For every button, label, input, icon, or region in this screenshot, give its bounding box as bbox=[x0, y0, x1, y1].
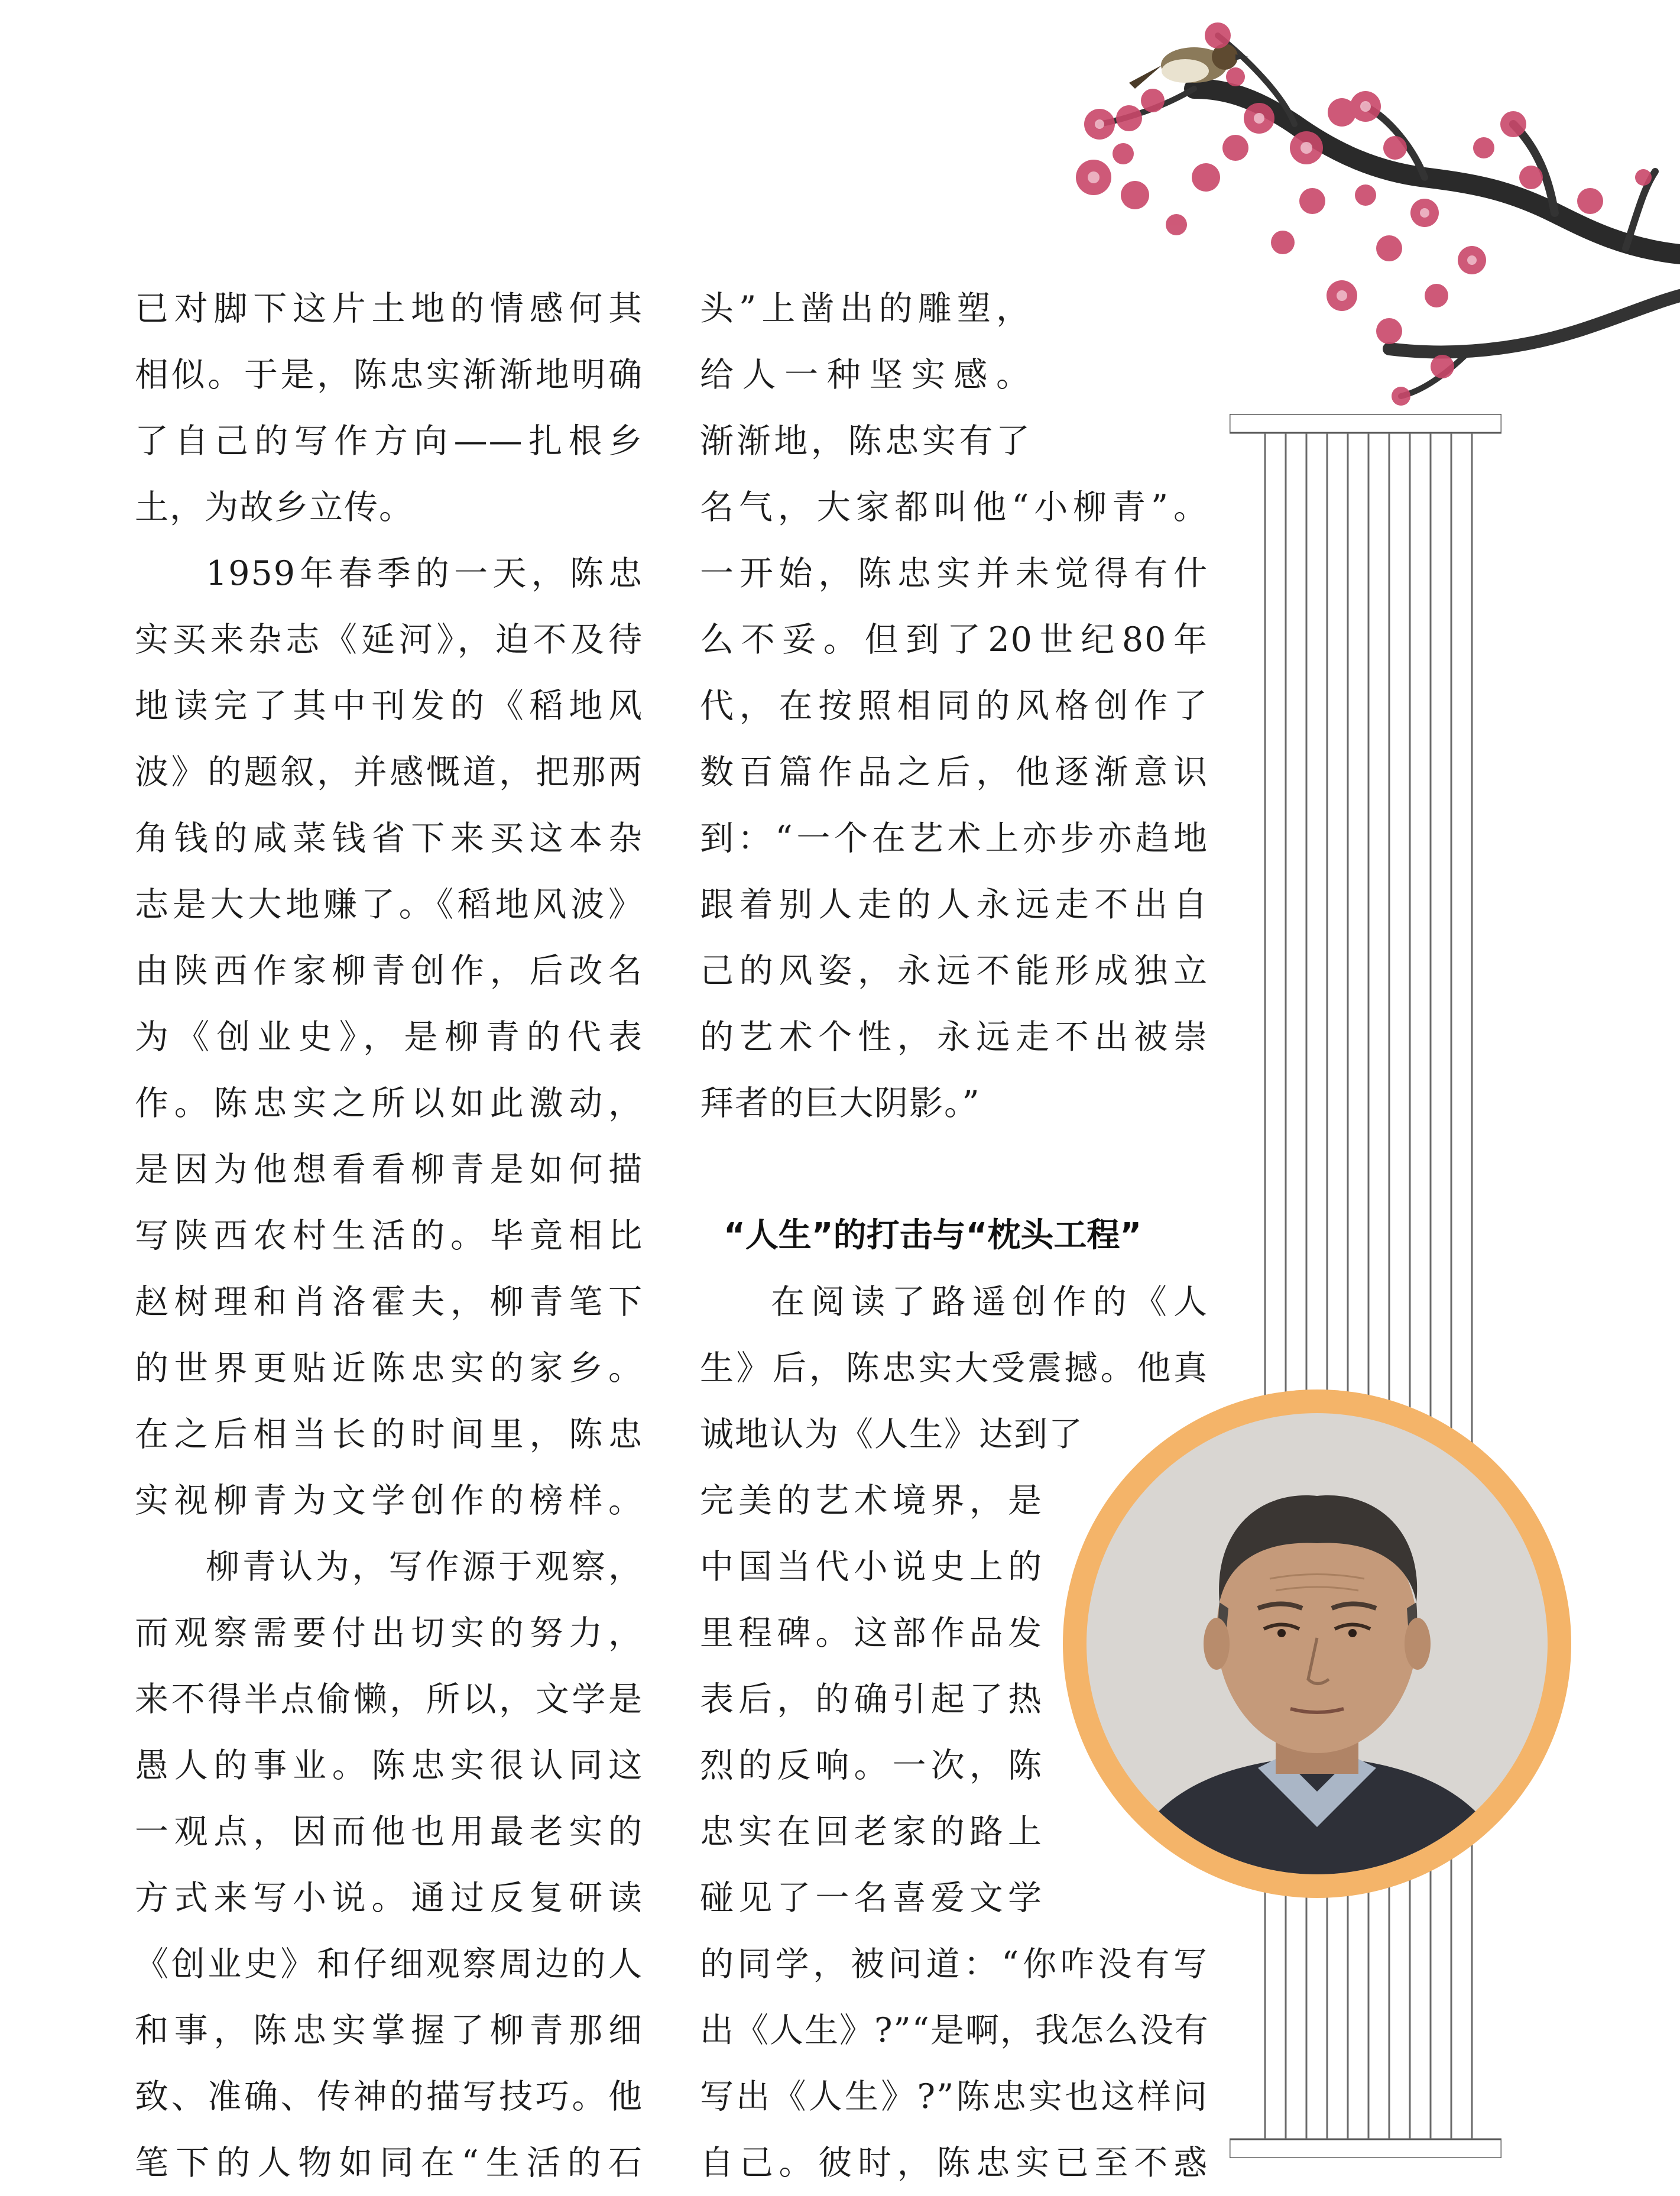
text-line: 自己。彼时，陈忠实已至不惑 bbox=[700, 2143, 1208, 2182]
text-line: 烈的反响。一次，陈 bbox=[700, 1746, 1043, 1785]
text-line: 而观察需要付出切实的努力， bbox=[135, 1614, 643, 1653]
text-line: 柳青认为，写作源于观察， bbox=[206, 1547, 643, 1586]
plum-blossom-illustration bbox=[1058, 0, 1680, 408]
text-line: 赵树理和肖洛霍夫，柳青笔下 bbox=[135, 1282, 643, 1322]
text-line: 数百篇作品之后，他逐渐意识 bbox=[700, 753, 1208, 792]
text-line: 中国当代小说史上的 bbox=[700, 1547, 1043, 1586]
text-line: 土，为故乡立传。 bbox=[135, 488, 414, 527]
text-line: 实视柳青为文学创作的榜样。 bbox=[135, 1481, 643, 1520]
text-line: 波》的题叙，并感慨道，把那两 bbox=[135, 753, 643, 792]
text-line: 拜者的巨大阴影。” bbox=[700, 1084, 981, 1123]
text-line: 么不妥。但到了20世纪80年 bbox=[700, 620, 1208, 659]
text-line: 和事，陈忠实掌握了柳青那细 bbox=[135, 2011, 643, 2050]
text-line: 已对脚下这片土地的情感何其 bbox=[135, 289, 643, 328]
text-line: 角钱的咸菜钱省下来买这本杂 bbox=[135, 819, 643, 858]
text-line: 一开始，陈忠实并未觉得有什 bbox=[700, 554, 1208, 593]
plum-branch-icon bbox=[1058, 0, 1680, 408]
text-line: 在阅读了路遥创作的《人 bbox=[771, 1282, 1208, 1322]
text-line: 方式来写小说。通过反复研读 bbox=[135, 1878, 643, 1918]
text-line: 志是大大地赚了。《稻地风波》 bbox=[135, 885, 643, 924]
text-line: 己的风姿，永远不能形成独立 bbox=[700, 951, 1208, 990]
text-line: 代，在按照相同的风格创作了 bbox=[700, 686, 1208, 725]
text-line: 来不得半点偷懒，所以，文学是 bbox=[135, 1680, 643, 1719]
text-line: 在之后相当长的时间里，陈忠 bbox=[135, 1415, 643, 1454]
text-line: 表后，的确引起了热 bbox=[700, 1680, 1043, 1719]
text-line: 致、准确、传神的描写技巧。他 bbox=[135, 2077, 643, 2116]
text-line: 《创业史》和仔细观察周边的人 bbox=[135, 1945, 643, 1984]
text-line: 到：“一个在艺术上亦步亦趋地 bbox=[700, 819, 1208, 858]
text-line: 给人一种坚实感。 bbox=[700, 355, 1031, 394]
text-line: 由陕西作家柳青创作，后改名 bbox=[135, 951, 643, 990]
text-line: 名气，大家都叫他“小柳青”。 bbox=[700, 488, 1208, 527]
text-line: 一观点，因而他也用最老实的 bbox=[135, 1812, 643, 1851]
text-line: 忠实在回老家的路上 bbox=[700, 1812, 1043, 1851]
section-heading: “人生”的打击与“枕头工程” bbox=[724, 1216, 1142, 1255]
text-line: 笔下的人物如同在“生活的石 bbox=[135, 2143, 643, 2182]
text-line: 实买来杂志《延河》，迫不及待 bbox=[135, 620, 643, 659]
text-line: 了自己的写作方向——扎根乡 bbox=[135, 422, 643, 461]
text-line: 出《人生》?”“是啊，我怎么没有 bbox=[700, 2011, 1209, 2050]
text-line: 是因为他想看看柳青是如何描 bbox=[135, 1150, 643, 1189]
text-line: 1959年春季的一天，陈忠 bbox=[206, 554, 643, 593]
text-line: 为《创业史》，是柳青的代表 bbox=[135, 1018, 643, 1057]
text-line: 愚人的事业。陈忠实很认同这 bbox=[135, 1746, 643, 1785]
text-line: 写出《人生》?”陈忠实也这样问 bbox=[700, 2077, 1208, 2116]
text-line: 碰见了一名喜爱文学 bbox=[700, 1878, 1043, 1918]
text-line: 跟着别人走的人永远走不出自 bbox=[700, 885, 1208, 924]
portrait-frame bbox=[1063, 1389, 1571, 1898]
text-line: 渐渐地，陈忠实有了 bbox=[700, 422, 1031, 461]
text-line: 地读完了其中刊发的《稻地风 bbox=[135, 686, 643, 725]
text-line: 里程碑。这部作品发 bbox=[700, 1614, 1043, 1653]
column-pillar-icon bbox=[1230, 414, 1501, 2158]
text-line: 作。陈忠实之所以如此激动， bbox=[135, 1084, 643, 1123]
text-line: 头”上凿出的雕塑， bbox=[700, 289, 1031, 328]
portrait-photo-icon bbox=[1087, 1413, 1548, 1874]
text-line: 写陕西农村生活的。毕竟相比 bbox=[135, 1216, 643, 1255]
text-line: 生》后，陈忠实大受震撼。他真 bbox=[700, 1349, 1208, 1388]
text-line: 相似。于是，陈忠实渐渐地明确 bbox=[135, 355, 643, 394]
text-line: 的世界更贴近陈忠实的家乡。 bbox=[135, 1349, 643, 1388]
pillar-decoration bbox=[1230, 414, 1501, 2158]
text-line: 诚地认为《人生》达到了 bbox=[700, 1415, 1084, 1454]
text-line: 的艺术个性，永远走不出被崇 bbox=[700, 1018, 1208, 1057]
text-line: 完美的艺术境界，是 bbox=[700, 1481, 1043, 1520]
text-line: 的同学，被问道：“你咋没有写 bbox=[700, 1945, 1208, 1984]
